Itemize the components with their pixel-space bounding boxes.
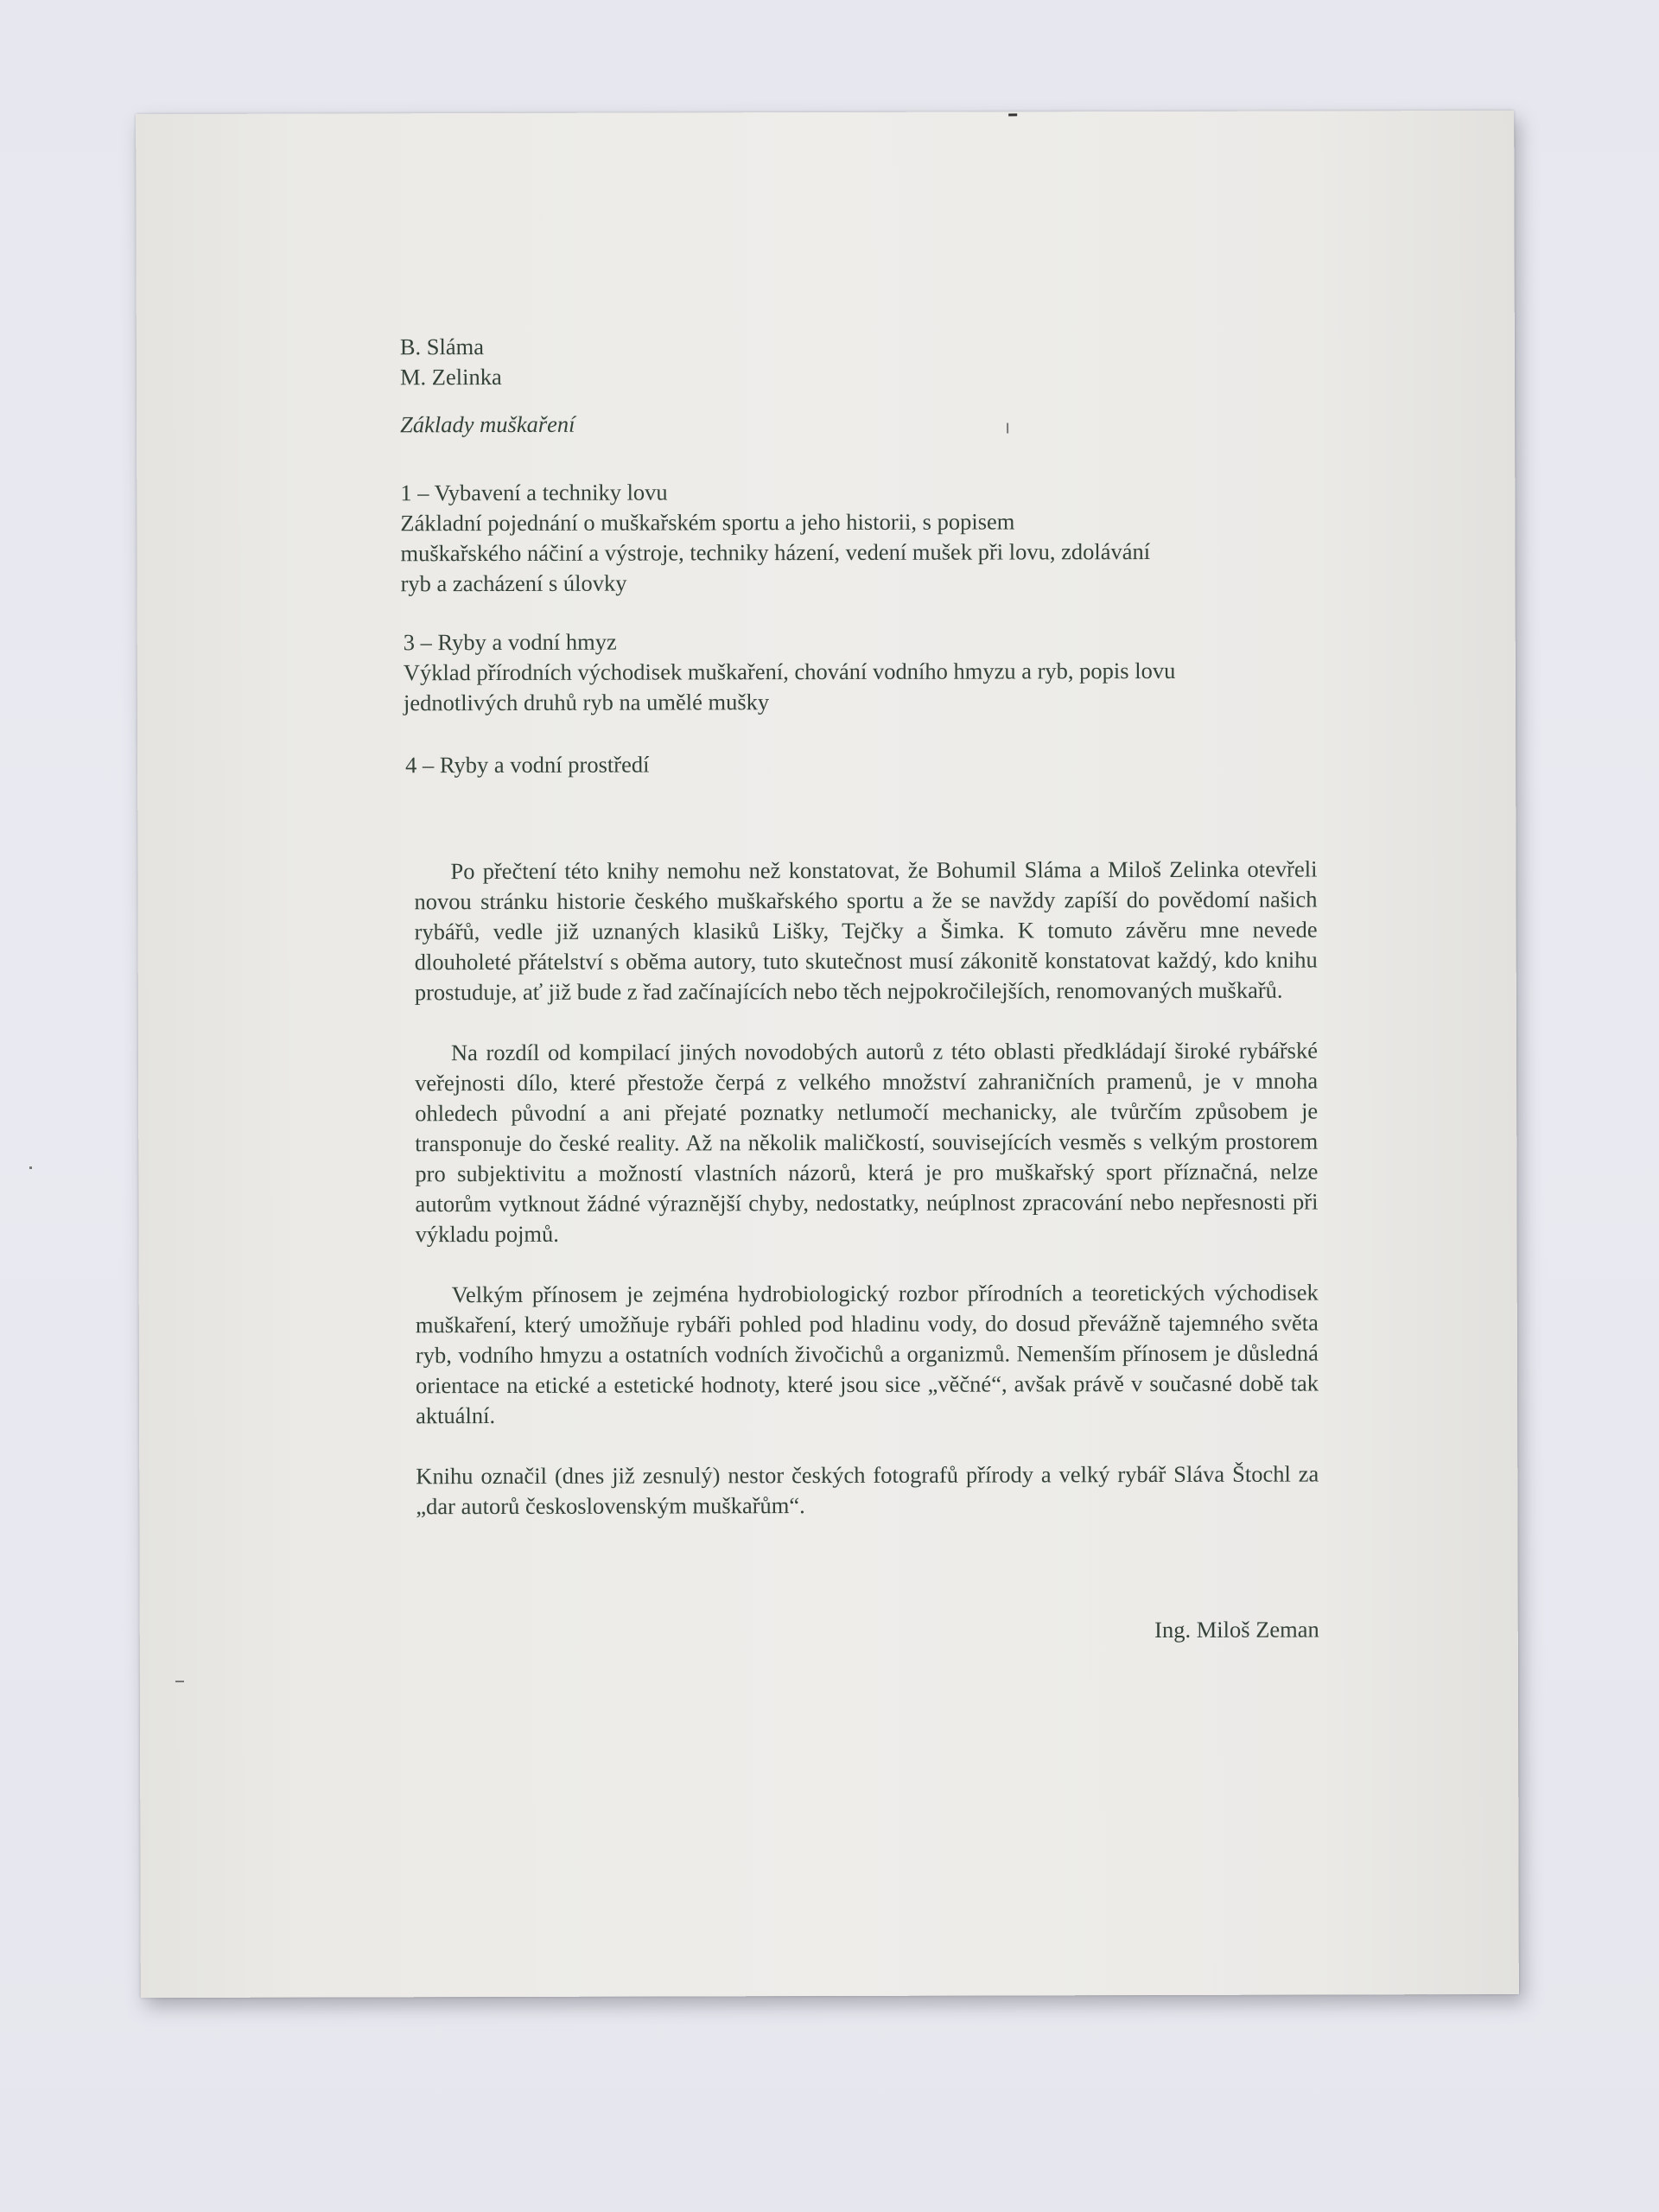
volume-description-line: muškařského náčiní a výstroje, techniky házení, vedení mušek při lovu, zdolávání — [400, 538, 1151, 567]
volume-description-line: jednotlivých druhů ryb na umělé mušky — [403, 689, 770, 716]
review-paragraph: Knihu označil (dnes již zesnulý) nestor českých fotografů přírody a velký rybář Sláva Štochl za „dar autorů československým muškařům“. — [416, 1460, 1319, 1520]
review-text — [414, 855, 1319, 1553]
dust-speck — [1007, 423, 1008, 433]
author-name: B. Sláma — [399, 334, 485, 360]
review-paragraph: Na rozdíl od kompilací jiných novodobých autorů z této oblasti předkládají široké rybářské veřejnosti dílo, které přestože čerpá z velkého množství zahraničních pramenů, je v mnoha ohledech původní a ani přejaté poznatky netlumočí mechanicky, ale tvůrčím způsobem je transponuje do české reality. Až na několik maličkostí, souvisejících vesměs s velkým prostorem pro subjektivitu a možností vlastních názorů, která je pro muškařský sport příznačná, nelze autorům vytknout žádné výraznější chyby, nedostatky, neúplnost zpracování nebo nepřesnosti při výkladu pojmů. — [415, 1037, 1319, 1248]
series-title: Základy muškaření — [400, 410, 575, 438]
author-name: M. Zelinka — [399, 363, 502, 391]
volume-description-line: ryb a zacházení s úlovky — [400, 569, 627, 597]
authors-block — [400, 332, 502, 392]
dust-speck — [175, 1681, 184, 1682]
dust-speck — [1008, 113, 1017, 116]
volume-entry — [405, 750, 649, 781]
volume-heading: 1 – Vybavení a techniky lovu — [400, 479, 668, 506]
review-paragraph: Velkým přínosem je zejména hydrobiologický rozbor přírodních a teoretických východisek muškaření, který umožňuje rybáři pohled pod hladinu vody, do dosud převážně tajemného světa ryb, vodního hmyzu a ostatních vodních živočichů a organizmů. Nemenším přínosem je důsledná orientace na etické a estetické hodnoty, které jsou sice „věčné“, avšak právě v současné době tak aktuální. — [415, 1279, 1319, 1429]
dust-speck — [29, 1166, 32, 1169]
volume-entry — [400, 476, 1150, 599]
volume-heading: 3 – Ryby a vodní hmyz — [403, 628, 617, 656]
volume-heading: 4 – Ryby a vodní prostředí — [405, 751, 650, 779]
book-back-cover — [136, 111, 1519, 1998]
volume-description-line: Výklad přírodních východisek muškaření, chování vodního hmyzu a ryb, popis lovu — [403, 657, 1176, 686]
review-signature: Ing. Miloš Zeman — [1154, 1616, 1319, 1643]
volume-description-line: Základní pojednání o muškařském sportu a jeho historii, s popisem — [400, 508, 1015, 537]
review-paragraph: Po přečtení této knihy nemohu než konstatovat, že Bohumil Sláma a Miloš Zelinka otevřeli novou stránku historie českého muškařského sportu a že se navždy zapíší do povědomí našich rybářů, vedle již uznaných klasiků Lišky, Tejčky a Šimka. K tomuto závěru mne nevede dlouholeté přátelství s oběma autory, tuto skutečnost musí zákonitě konstatovat každý, kdo knihu prostuduje, ať již bude z řad začínajících nebo těch nejpokročilejších, renomovaných muškařů. — [414, 855, 1318, 1006]
volume-entry — [404, 626, 1176, 718]
